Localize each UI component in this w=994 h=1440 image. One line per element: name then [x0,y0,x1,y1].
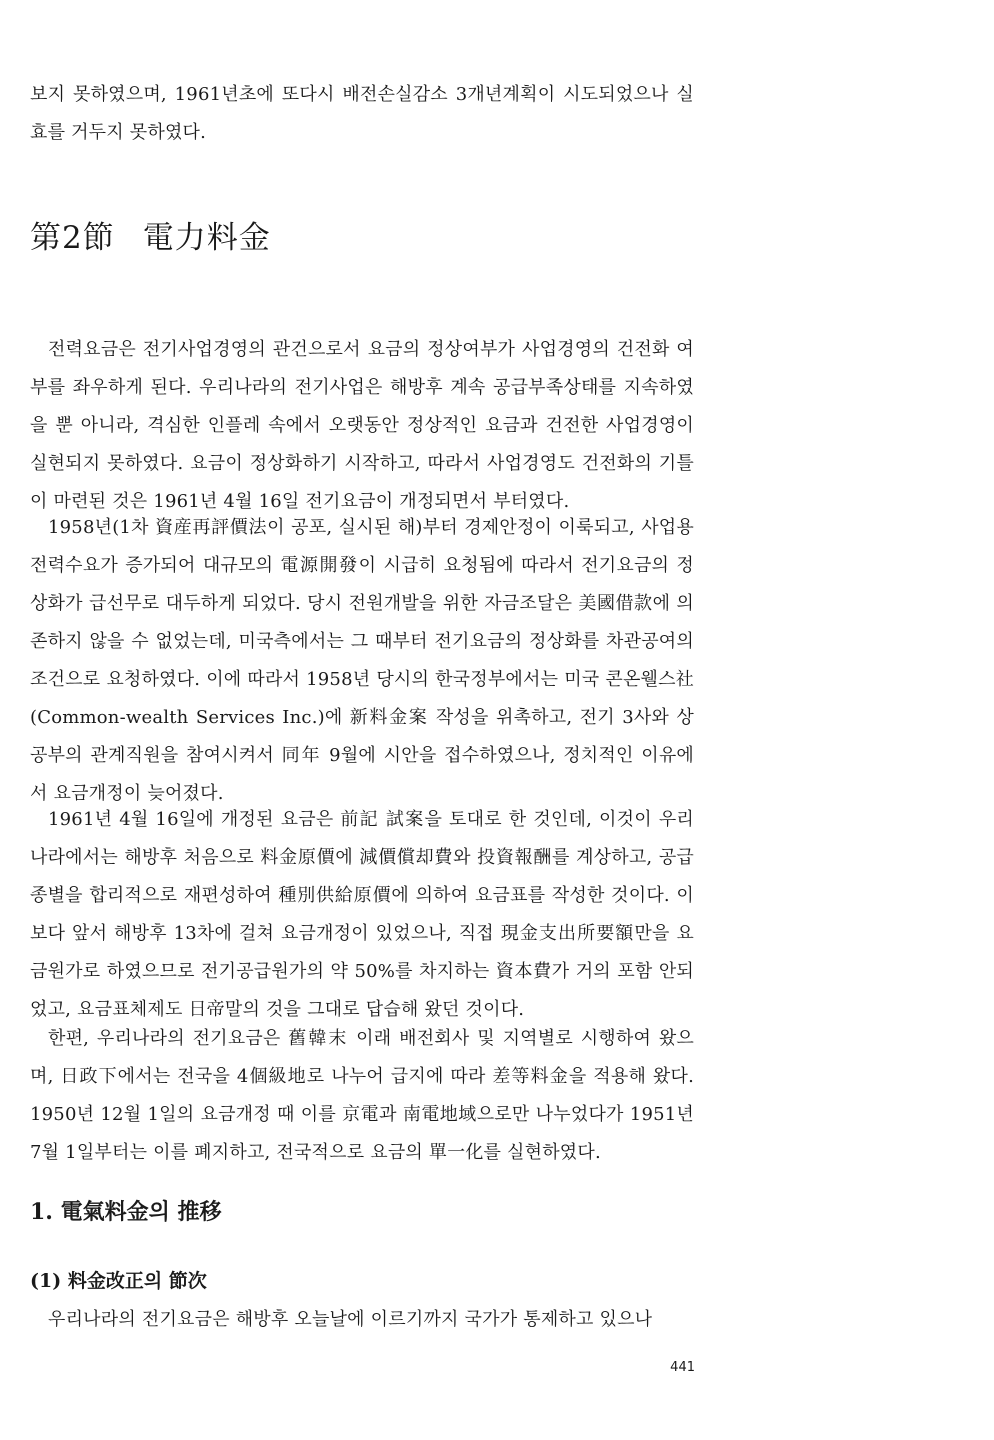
body-paragraph-5: 우리나라의 전기요금은 해방후 오늘날에 이르기까지 국가가 통제하고 있으나 [48,1309,653,1330]
body-paragraph-3: 1961년 4월 16일에 개정된 요금은 前記 試案을 토대로 한 것인데, 이것이 우리나라에서는 해방후 처음으로 料金原價에 減價償却費와 投資報酬를 계상하고, 공급종별을 합리적으로 재편성하여 種別供給原價에 의하여 요금표를 작성한 것이다. 이보다 앞서 해방후 13차에 걸쳐 요금개정이 있었으나, 직접 現金支出所要額만을 요금원가로 하였으므로 전기공급원가의 약 50%를 차지하는 資本費가 거의 포함 안되었고, 요금표체제도 日帝말의 것을 그대로 답습해 왔던 것이다. [30,809,694,1020]
intro-paragraph: 보지 못하였으며, 1961년초에 또다시 배전손실감소 3개년계획이 시도되었으나 실효를 거두지 못하였다. [30,84,694,143]
subsection-heading: (1) 料金改正의 節次 [30,1270,207,1292]
body-paragraph-1: 전력요금은 전기사업경영의 관건으로서 요금의 정상여부가 사업경영의 건전화 여부를 좌우하게 된다. 우리나라의 전기사업은 해방후 계속 공급부족상태를 지속하였을 뿐 아니라, 격심한 인플레 속에서 오랫동안 정상적인 요금과 건전한 사업경영이 실현되지 못하였다. 요금이 정상화하기 시작하고, 따라서 사업경영도 건전화의 기틀이 마련된 것은 1961년 4월 16일 전기요금이 개정되면서 부터였다. [30,339,694,512]
chapter-title: 電力料金 [142,220,271,256]
page-number: 441 [670,1360,695,1375]
chapter-heading [30,212,271,257]
chapter-number: 第2節 [30,220,115,256]
body-paragraph-4: 한편, 우리나라의 전기요금은 舊韓末 이래 배전회사 및 지역별로 시행하여 왔으며, 日政下에서는 전국을 4個級地로 나누어 급지에 따라 差等料金을 적용해 왔다. 1950년 12월 1일의 요금개정 때 이를 京電과 南電地域으로만 나누었다가 1951년 7월 1일부터는 이를 폐지하고, 전국적으로 요금의 單一化를 실현하였다. [30,1028,694,1163]
section-heading: 1. 電氣料金의 推移 [30,1199,222,1225]
body-paragraph-2: 1958년(1차 資産再評價法이 공포, 실시된 해)부터 경제안정이 이룩되고, 사업용 전력수요가 증가되어 대규모의 電源開發이 시급히 요청됨에 따라서 전기요금의 정상화가 급선무로 대두하게 되었다. 당시 전원개발을 위한 자금조달은 美國借款에 의존하지 않을 수 없었는데, 미국측에서는 그 때부터 전기요금의 정상화를 차관공여의 조건으로 요청하였다. 이에 따라서 1958년 당시의 한국정부에서는 미국 콘온웰스社(Common-wealth Services Inc.)에 新料金案 작성을 위촉하고, 전기 3사와 상공부의 관계직원을 참여시켜서 同年 9월에 시안을 접수하였으나, 정치적인 이유에서 요금개정이 늦어졌다. [30,517,694,804]
